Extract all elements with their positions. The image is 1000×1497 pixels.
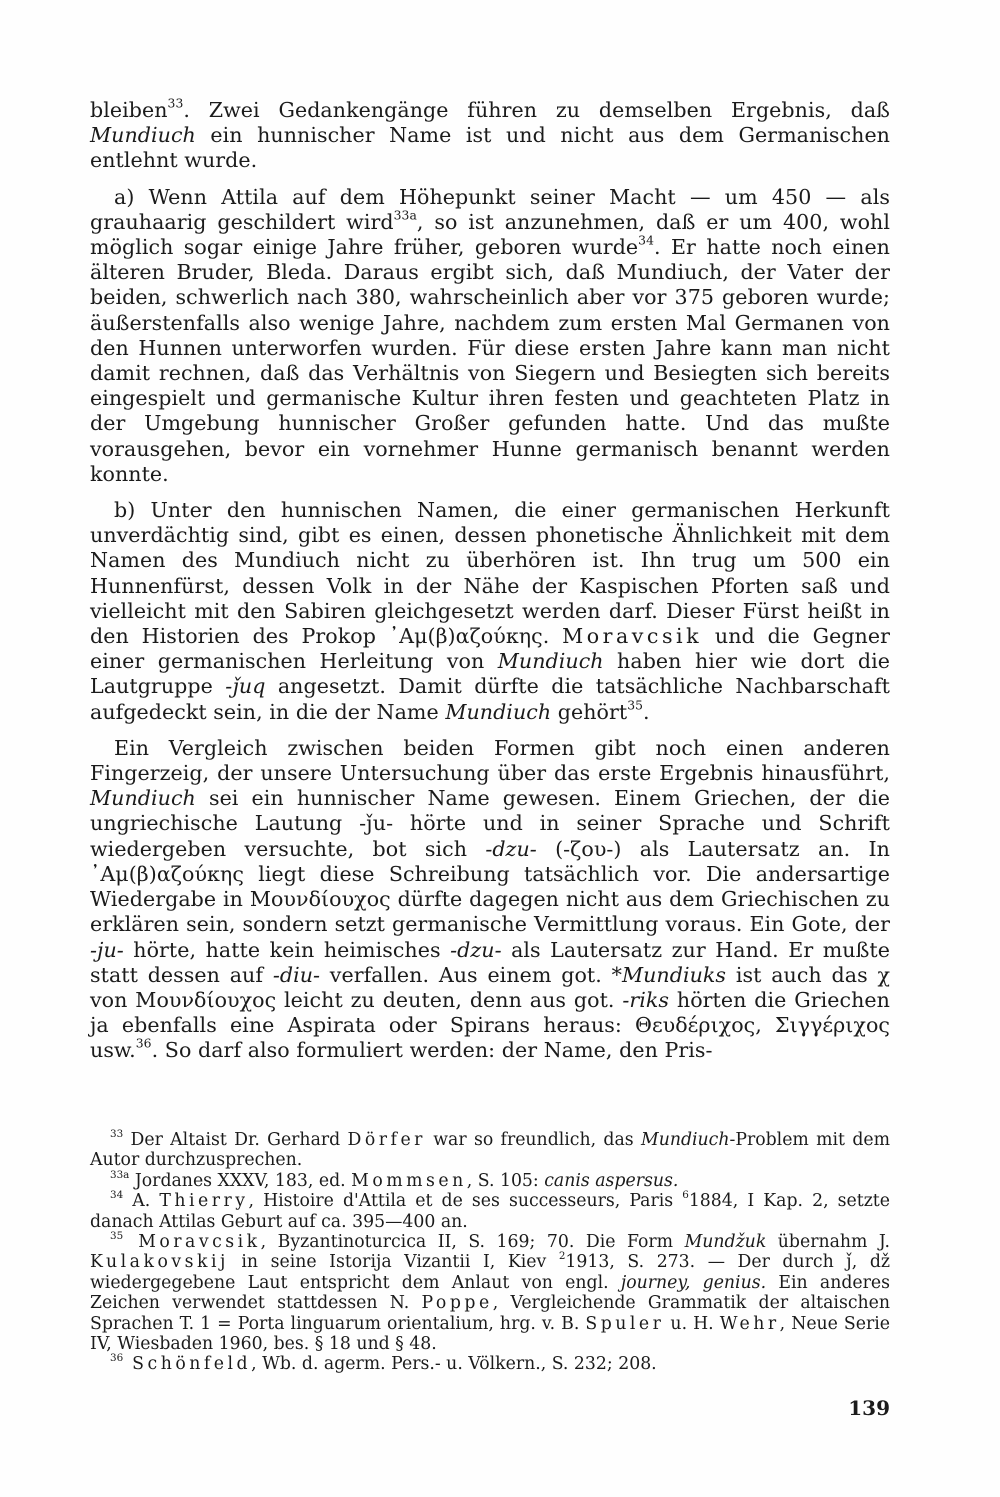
italic-term: -ǰuq (225, 674, 266, 699)
italic-term: journey, genius. (620, 1272, 767, 1293)
footnote-33 (90, 1130, 890, 1171)
text-run: . Zwei Gedankengänge führen zu demselben Ergebnis, daß (183, 98, 890, 122)
greek-name: ᾿Αμ(β)αζούκης (388, 624, 543, 649)
text-run: a) Wenn Attila auf dem Höhepunkt seiner Macht — um 450 — als grauhaarig geschildert wird (90, 184, 890, 234)
text-run: , Wb. d. agerm. Pers.- u. Völkern., S. 232; 208. (251, 1354, 657, 1375)
text-run: , so ist anzunehmen, daß er um 400, wohl möglich sogar einige Jahre früher, geboren wurde (90, 209, 890, 260)
footnote-number: 36 (110, 1352, 124, 1365)
italic-term: Mundiuch (497, 649, 604, 674)
spaced-author-name: Wehr (719, 1313, 780, 1334)
text-run: und die Gegner einer germanischen Herleitung von (90, 624, 890, 674)
text-run: , S. 105: (466, 1170, 545, 1191)
text-run: hörten die Griechen ja ebenfalls eine Aspirata oder Spirans heraus: Θευδέριχος, Σιγγέριχος usw. (90, 987, 890, 1063)
text-run: sei ein hunnischer Name gewesen. Einem Griechen, der die ungriechische Lautung -ǰu- hörte und in seiner Sprache und Schrift wiedergeben versuchte, bot sich (90, 786, 890, 861)
text-run: . So darf also formuliert werden: der Name, den Pris- (151, 1038, 713, 1063)
paragraph-2 (90, 185, 890, 487)
footnote-34 (90, 1191, 890, 1232)
text-run: . (643, 699, 650, 724)
paragraph-3 (90, 498, 890, 725)
footnote-ref-33a: 33a (393, 208, 417, 223)
italic-term: -diu- (272, 962, 321, 987)
spaced-author-name: Poppe (421, 1293, 493, 1314)
text-run: Jordanes XXXV, 183, ed. (129, 1170, 352, 1191)
text-run: haben hier wie dort die Lautgruppe (90, 649, 890, 699)
text-run: 1884, I Kap. 2, setzte danach Attilas Geburt auf ca. 395—400 an. (90, 1191, 890, 1232)
text-run: . Er hatte noch einen älteren Bruder, Bleda. Daraus ergibt sich, daß Mundiuch, der Vater der beiden, schwerlich nach 380, wahrscheinlich aber vor 375 geboren wurde; äußerstenfalls also wenige Jahre, nachdem zum ersten Mal Germanen von den Hunnen unterworfen wurden. Für diese ersten Jahre kann man nicht damit rechnen, daß das Verhältnis von Siegern und Besiegten sich bereits eingespielt und germanische Kultur ihren festen und geachteten Platz in der Umgebung hunnischer Großer gefunden hatte. Und das mußte vorausgehen, bevor ein vornehmer Hunne germanisch benannt werden konnte. (90, 235, 890, 486)
text-run: angesetzt. Damit dürfte die tatsächliche Nachbarschaft aufgedeckt sein, in die der Name (90, 674, 890, 724)
italic-term: canis aspersus. (544, 1170, 679, 1191)
text-run: Ein anderes Zeichen verwendet stattdessen N. (90, 1272, 890, 1314)
italic-term: Mundiuch (90, 786, 196, 811)
text-run: in seine Istorija Vizantii I, Kiev (228, 1252, 559, 1273)
text-run: ein hunnischer Name ist und nicht aus dem Germanischen entlehnt wurde. (90, 123, 890, 173)
text-run: gehört (551, 699, 628, 724)
edition-number: 2 (558, 1250, 566, 1263)
spaced-author-name: Spuler (585, 1313, 665, 1334)
text-run: b) Unter den hunnischen Namen, die einer germanischen Herkunft unverdächtig sind, gibt es einen, dessen phonetische Ähnlichkeit mit dem Namen des Mundiuch nicht zu überhören ist. Ihn trug um 500 ein Hunnenfürst, dessen Volk in der Nähe der Kaspischen Pforten saß und vielleicht mit den Sabiren gleichgesetzt werden darf. Dieser Fürst heißt in den Historien des Prokop (90, 498, 890, 649)
footnote-number: 33 (110, 1128, 124, 1141)
italic-term: Mundžuk (684, 1232, 767, 1253)
text-run: Ein Vergleich zwischen beiden Formen gibt noch einen anderen Fingerzeig, der unsere Untersuchung über das erste Ergebnis hinausführt, (90, 735, 890, 786)
footnote-ref-36: 36 (135, 1037, 152, 1052)
text-run: A. (123, 1191, 160, 1212)
spaced-author-name: Moravcsik (123, 1232, 261, 1253)
italic-term: *Mundiuks (611, 962, 727, 987)
main-text (90, 98, 890, 1075)
text-run: 1913, S. 273. — Der durch ǰ, dž wiedergegebene Laut entspricht dem Anlaut von engl. (90, 1252, 890, 1293)
italic-term: -riks (622, 987, 670, 1012)
text-run: -Problem mit dem Autor durchzusprechen. (90, 1130, 891, 1171)
footnote-33a (90, 1171, 890, 1191)
text-run: war so freundlich, das (425, 1130, 641, 1150)
footnote-35 (90, 1232, 890, 1354)
footnotes (90, 1130, 890, 1375)
footnote-ref-33: 33 (167, 96, 184, 111)
text-run: bleiben (90, 98, 168, 122)
spaced-author-name: Mommsen (351, 1170, 467, 1191)
italic-term: Mundiuch (641, 1130, 730, 1150)
text-run: Der Altaist Dr. Gerhard (123, 1130, 348, 1150)
footnote-number: 33a (110, 1169, 130, 1182)
footnote-number: 35 (110, 1230, 124, 1243)
edition-number: 6 (682, 1189, 689, 1202)
spaced-author-name: Schönfeld (123, 1354, 252, 1375)
italic-term: -dzu- (485, 836, 537, 861)
italic-term: -dzu- (450, 937, 502, 962)
text-run: . (542, 624, 563, 649)
text-run: , Vergleichende Grammatik der altaischen Sprachen T. 1 = Porta linguarum orientalium, hrg. v. B. (90, 1293, 890, 1334)
italic-term: Mundiuch (90, 123, 196, 148)
text-run: hörte, hatte kein heimisches (123, 937, 451, 962)
text-run: u. H. (664, 1313, 720, 1334)
spaced-author-name: Dörfer (347, 1130, 426, 1150)
footnote-number: 34 (110, 1189, 124, 1202)
text-run: (-ζου-) als Lautersatz an. In ᾿Αμ(β)αζούκης liegt diese Schreibung tatsächlich vor. Die andersartige Wiedergabe in Μουνδίουχος dürfte dagegen nicht aus dem Griechischen zu erklären sein, sondern setzt germanische Vermittlung voraus. Ein Gote, der (90, 836, 890, 937)
text-run: übernahm J. (766, 1232, 891, 1253)
italic-term: -ju- (90, 937, 124, 962)
footnote-ref-34: 34 (638, 233, 654, 248)
footnote-ref-35: 35 (627, 698, 644, 713)
text-run: als Lautersatz zur Hand. Er mußte statt dessen auf (90, 937, 890, 987)
spaced-author-name: Thierry (159, 1191, 249, 1212)
text-run: ist auch das χ von Μουνδίουχος leicht zu deuten, denn aus got. (90, 962, 890, 1012)
text-run: verfallen. Aus einem got. (320, 962, 612, 987)
footnote-36 (90, 1354, 890, 1374)
paragraph-1 (90, 98, 890, 174)
text-run: , Byzantinoturcica II, S. 169; 70. Die Form (260, 1232, 685, 1253)
spaced-author-name: Moravcsik (562, 624, 703, 649)
spaced-author-name: Kulakovskij (90, 1252, 229, 1273)
text-run: , Histoire d'Attila et de ses successeurs, Paris (248, 1191, 683, 1212)
paragraph-4 (90, 736, 890, 1064)
page-number: 139 (848, 1396, 890, 1420)
italic-term: Mundiuch (445, 699, 552, 724)
text-run: , Neue Serie IV, Wiesbaden 1960, bes. § 18 und § 48. (90, 1313, 891, 1355)
